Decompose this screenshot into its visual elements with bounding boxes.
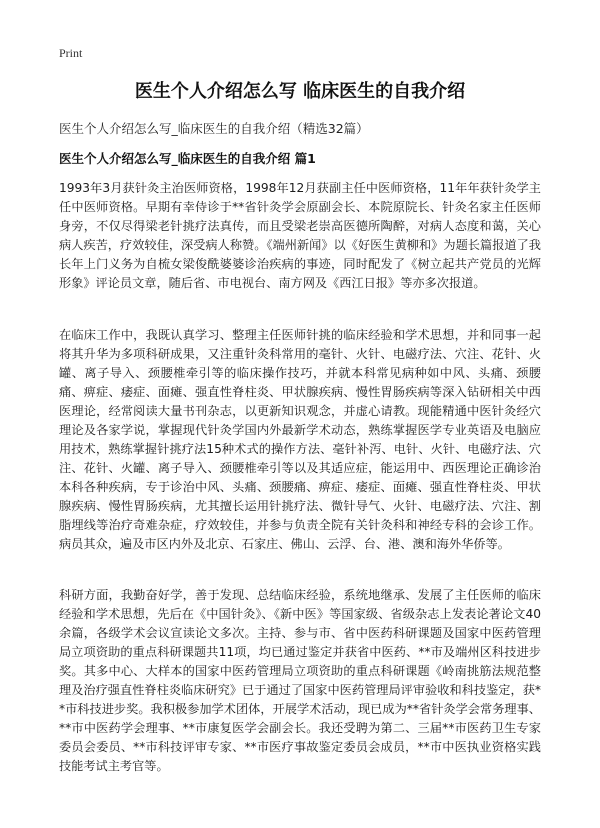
section-heading: 医生个人介绍怎么写_临床医生的自我介绍 篇1: [59, 151, 316, 166]
paragraph-3: 科研方面，我勤奋好学，善于发现、总结临床经验，系统地继承、发展了主任医师的临床经验和学术思想，先后在《中国针灸》、《新中医》等国家级、省级杂志上发表论著论文40余篇，各级学术会议宣读论文多次。主持、参与市、省中医药科研课题及国家中医药管理局立项资助的重点科研课题共11项，均已通过鉴定并获省中医药、**市及端州区科技进步奖。其多中心、大样本的国家中医药管理局立项资助的重点科研课题《岭南挑筋法规范整理及治疗强直性脊柱炎临床研究》已于通过了国家中医药管理局评审验收和科技鉴定，获**市科技进步奖。我积极参加学术团体，开展学术活动，现已成为**省针灸学会常务理事、**市中医药学会理事、**市康复医学会副会长。我还受聘为第二、三届**市医药卫生专家委员会委员、**市科技评审专家、**市医疗事故鉴定委员会成员，**市中医执业资格实践技能考试主考官等。: [59, 588, 541, 773]
print-label[interactable]: Print: [59, 46, 83, 60]
paragraph-2: 在临床工作中，我既认真学习、整理主任医师针挑的临床经验和学术思想，并和同事一起将其升华为多项科研成果，又注重针灸科常用的毫针、火针、电磁疗法、穴注、花针、火罐、离子导入、颈腰椎牵引等的临床操作技巧，并就本科常见病种如中风、头痛、颈腰痛、痹症、痿症、面瘫、强直性脊柱炎、甲状腺疾病、慢性胃肠疾病等深入钻研相关中西医理论，经常阅读大量书刊杂志，以更新知识观念，并虚心请教。现能精通中医针灸经穴理论及各家学说，掌握现代针灸学国内外最新学术动态，熟练掌握医学专业英语及电脑应用技术，熟练掌握针挑疗法15种术式的操作方法、毫针补泻、电针、火针、电磁疗法、穴注、花针、火罐、离子导入、颈腰椎牵引等以及其适应症，能运用中、西医理论正确诊治本科各种疾病，专于诊治中风、头痛、颈腰痛、痹症、痿症、面瘫、强直性脊柱炎、甲状腺疾病、慢性胃肠疾病，尤其擅长运用针挑疗法、微针导气、火针、电磁疗法、穴注、割脂埋线等治疗奇难杂症，疗效较佳，并参与负责全院有关针灸科和神经专科的会诊工作。病员其众，遍及市区内外及北京、石家庄、佛山、云浮、台、港、澳和海外华侨等。: [59, 328, 541, 551]
document-title: 医生个人介绍怎么写 临床医生的自我介绍: [134, 81, 466, 102]
document-subtitle: 医生个人介绍怎么写_临床医生的自我介绍（精选32篇）: [59, 121, 369, 136]
paragraph-1: 1993年3月获针灸主治医师资格，1998年12月获副主任中医师资格，11年年获针灸学主任中医师资格。早期有幸侍诊于**省针灸学会原副会长、本院原院长、针灸名家主任医师身旁，不仅尽得梁老针挑疗法真传，而且受梁老崇高医德所陶醉，对病人态度和蔼，关心病人疾苦，疗效较佳，深受病人称赞。《端州新闻》以《好医生黄柳和》为题长篇报道了我长年上门义务为自梳女梁俊酰婆婆诊治疾病的事迹，同时配发了《树立起共产党员的光辉形象》评论员文章，随后省、市电视台、南方网及《西江日报》等亦多次报道。: [59, 181, 541, 290]
